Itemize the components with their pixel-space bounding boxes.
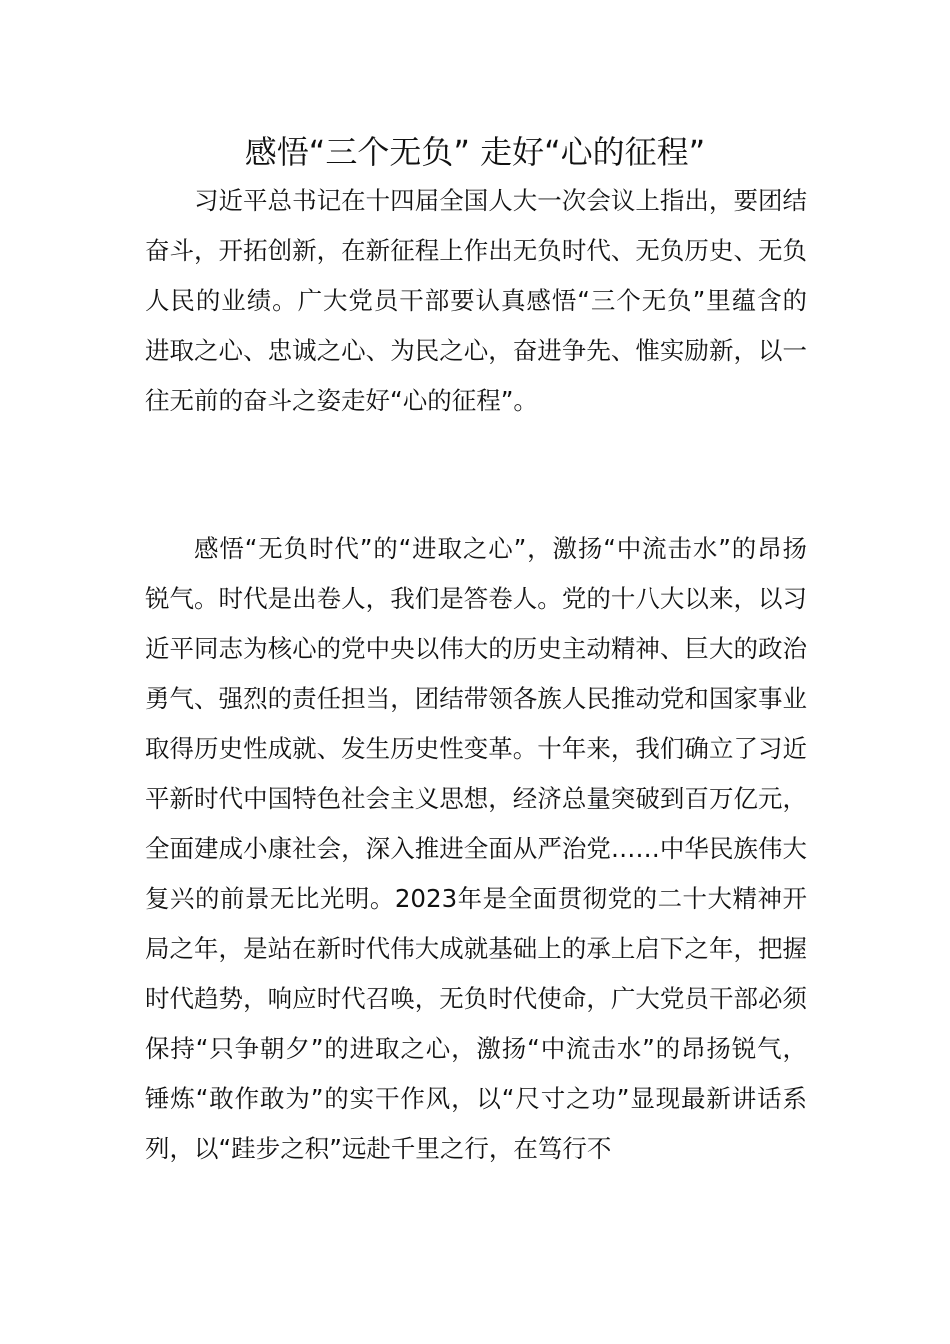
paragraph-section-1: 感悟“无负时代”的“进取之心”，激扬“中流击水”的昂扬锐气。时代是出卷人，我们是答卷人。党的十八大以来，以习近平同志为核心的党中央以伟大的历史主动精神、巨大的政治勇气、强烈的责任担当，团结带领各族人民推动党和国家事业取得历史性成就、发生历史性变革。十年来，我们确立了习近平新时代中国特色社会主义思想，经济总量突破到百万亿元，全面建成小康社会，深入推进全面从严治党……中华民族伟大复兴的前景无比光明。2023年是全面贯彻党的二十大精神开局之年，是站在新时代伟大成就基础上的承上启下之年，把握时代趋势，响应时代召唤，无负时代使命，广大党员干部必须保持“只争朝夕”的进取之心，激扬“中流击水”的昂扬锐气，锤炼“敢作敢为”的实干作风，以“尺寸之功”显现最新讲话系列，以“跬步之积”远赴千里之行，在笃行不 [145,534,807,1163]
paragraph-intro: 习近平总书记在十四届全国人大一次会议上指出，要团结奋斗，开拓创新，在新征程上作出无负时代、无负历史、无负人民的业绩。广大党员干部要认真感悟“三个无负”里蕴含的进取之心、忠诚之心、为民之心，奋进争先、惟实励新，以一往无前的奋斗之姿走好“心的征程”。 [145,186,807,415]
document-title: 感悟“三个无负” 走好“心的征程” [244,133,706,171]
